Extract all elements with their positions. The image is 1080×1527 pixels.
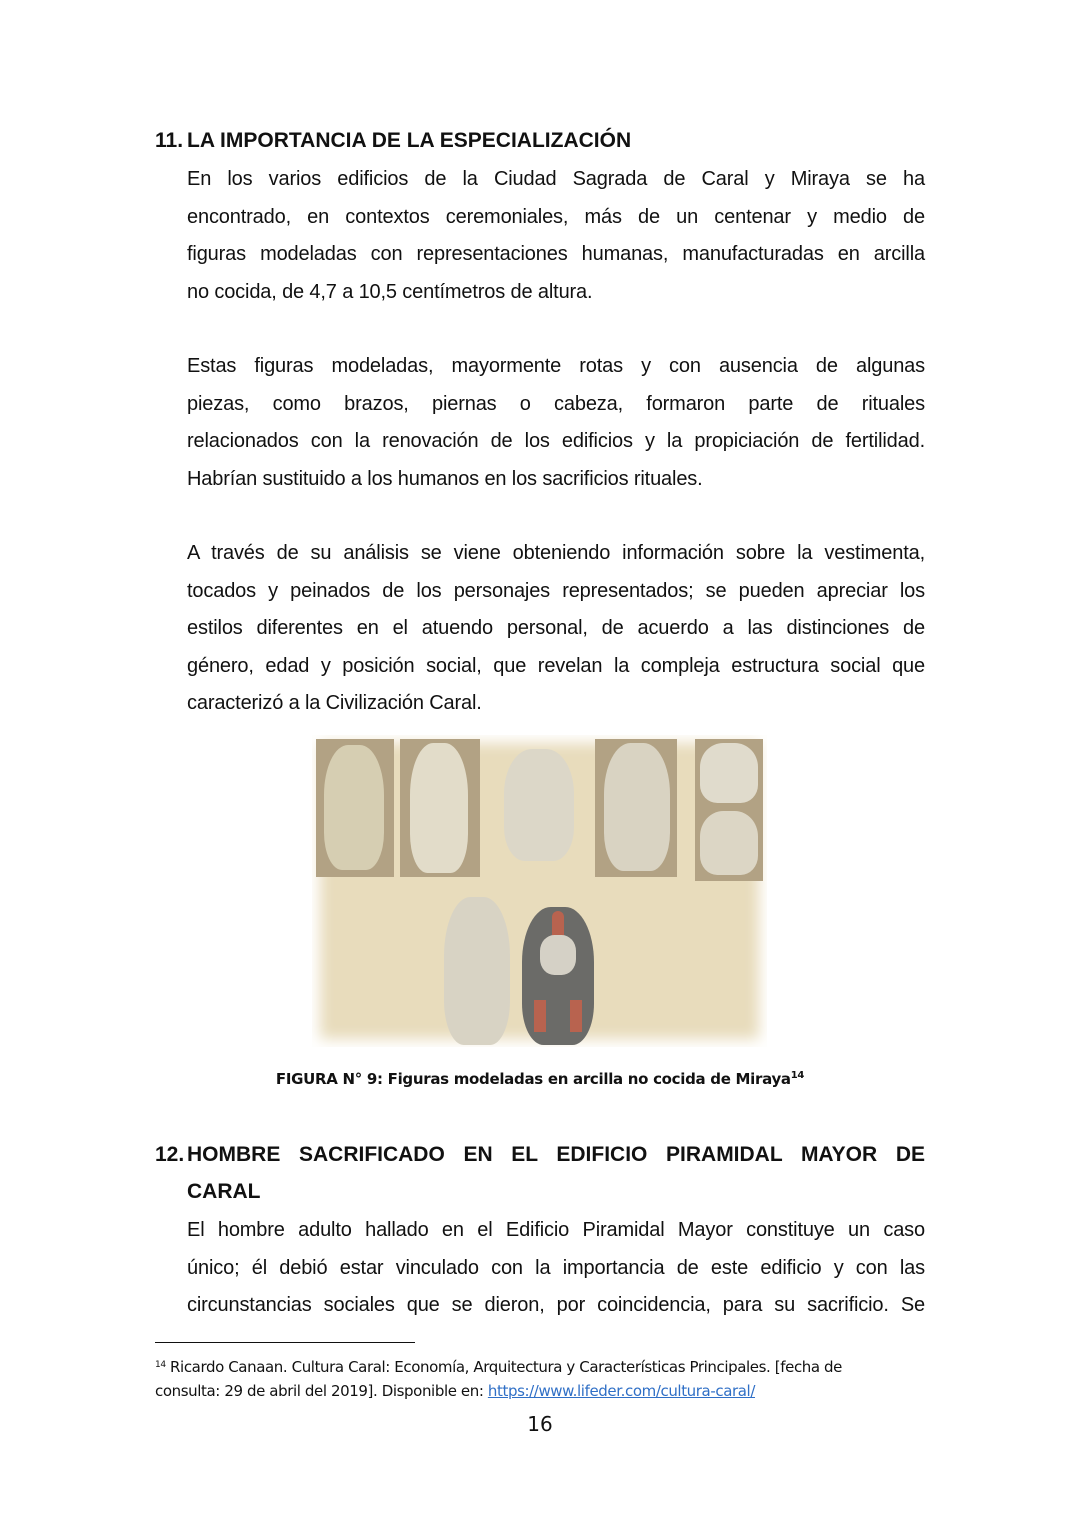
figurines-photo bbox=[312, 735, 767, 1047]
figurine-paint bbox=[534, 1000, 546, 1032]
section-heading-line bbox=[155, 1136, 925, 1173]
text-line: caracterizó a la Civilización Caral. bbox=[187, 692, 482, 714]
section-title: LA IMPORTANCIA DE LA ESPECIALIZACIÓN bbox=[187, 129, 632, 152]
page-number: 16 bbox=[527, 1412, 553, 1436]
text-line: circunstancias sociales que se dieron, por coincidencia, para su sacrificio. Se bbox=[187, 1294, 925, 1316]
section-11-heading bbox=[155, 122, 925, 159]
section-12-heading bbox=[155, 1136, 925, 1210]
text-line: piezas, como brazos, piernas o cabeza, formaron parte de rituales bbox=[187, 392, 925, 415]
paragraph-3 bbox=[187, 535, 925, 723]
text-line: A través de su análisis se viene obteniendo información sobre la vestimenta, bbox=[187, 542, 925, 564]
footnote-link[interactable]: https://www.lifeder.com/cultura-caral/ bbox=[487, 1382, 755, 1400]
figurine-shape bbox=[604, 743, 670, 871]
text-line: encontrado, en contextos ceremoniales, más de un centenar y medio de bbox=[187, 205, 925, 228]
footnote-number: 14 bbox=[155, 1360, 166, 1370]
text-line: tocados y peinados de los personajes representados; se pueden apreciar los bbox=[187, 579, 925, 602]
footnote-line bbox=[155, 1353, 925, 1379]
text-line: único; él debió estar vinculado con la importancia de este edificio y con las bbox=[187, 1256, 925, 1279]
figurine-shape bbox=[504, 749, 574, 861]
section-title: HOMBRE SACRIFICADO EN EL EDIFICIO PIRAMIDAL MAYOR DE bbox=[187, 1143, 925, 1166]
paragraph-1 bbox=[187, 161, 925, 311]
text-line: En los varios edificios de la Ciudad Sagrada de Caral y Miraya se ha bbox=[187, 168, 925, 190]
text-line: estilos diferentes en el atuendo personal, de acuerdo a las distinciones de bbox=[187, 617, 925, 639]
text-line: Habrían sustituido a los humanos en los sacrificios rituales. bbox=[187, 467, 703, 490]
figure-caption bbox=[0, 1070, 1080, 1088]
figurine-head-shape bbox=[700, 743, 758, 803]
figurine-shape bbox=[444, 897, 510, 1045]
section-number: 11. bbox=[155, 129, 184, 152]
section-title-continued: CARAL bbox=[187, 1180, 261, 1203]
section-number: 12. bbox=[155, 1143, 185, 1166]
text-line: género, edad y posición social, que revelan la compleja estructura social que bbox=[187, 654, 925, 677]
text-line: no cocida, de 4,7 a 10,5 centímetros de altura. bbox=[187, 280, 593, 303]
figurine-head-shape bbox=[700, 811, 758, 875]
figurine-shape bbox=[410, 743, 468, 873]
figurine-paint bbox=[552, 911, 564, 937]
text-line: relacionados con la renovación de los edificios y la propiciación de fertilidad. bbox=[187, 430, 925, 452]
footnote-text: consulta: 29 de abril del 2019]. Disponible en: bbox=[155, 1382, 488, 1400]
figurine-face bbox=[540, 935, 576, 975]
text-line: Estas figuras modeladas, mayormente rotas y con ausencia de algunas bbox=[187, 355, 925, 377]
footnote-separator bbox=[155, 1342, 415, 1343]
paragraph-4 bbox=[187, 1212, 925, 1325]
footnote-ref[interactable]: 14 bbox=[790, 1070, 805, 1081]
footnote-line bbox=[155, 1379, 925, 1403]
text-line: El hombre adulto hallado en el Edificio Piramidal Mayor constituye un caso bbox=[187, 1219, 925, 1241]
figurine-shape bbox=[324, 745, 384, 870]
paragraph-2 bbox=[187, 348, 925, 498]
footnote bbox=[155, 1353, 925, 1403]
text-line: figuras modeladas con representaciones humanas, manufacturadas en arcilla bbox=[187, 243, 925, 265]
figurine-paint bbox=[570, 1000, 582, 1032]
footnote-text: Ricardo Canaan. Cultura Caral: Economía, Arquitectura y Características Principales. [fecha de bbox=[170, 1358, 843, 1376]
caption-text: FIGURA N° 9: Figuras modeladas en arcilla no cocida de Miraya bbox=[275, 1070, 791, 1088]
